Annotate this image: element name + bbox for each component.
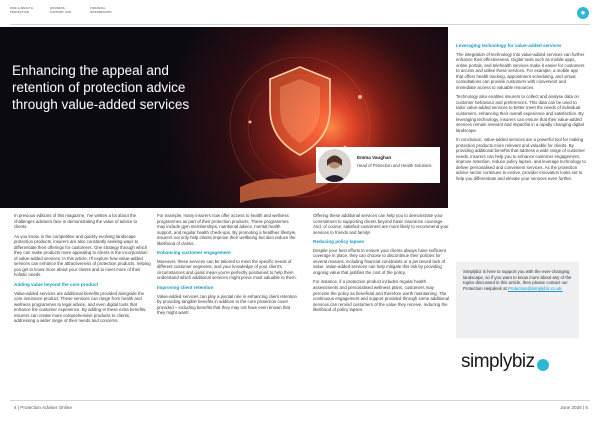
brand-dot-icon bbox=[537, 359, 549, 371]
header-label-1: RISK & WEALTH PROTECTION bbox=[10, 7, 34, 14]
article-column-4 bbox=[456, 41, 586, 186]
simplybiz-logo bbox=[461, 352, 549, 372]
author-avatar bbox=[318, 149, 351, 182]
page-header bbox=[10, 7, 116, 23]
author-card bbox=[316, 147, 440, 183]
paragraph: Value-added services can play a pivotal role in enhancing client retention by providing tangible benefits in addition to the core protection cover provided – including benefits that they may not have even known that they might want!. bbox=[157, 293, 297, 316]
header-label-2: BUSINESS SUPPORT HUB bbox=[50, 7, 72, 14]
footer-right: June 2025 | 5 bbox=[560, 405, 588, 410]
author-role: Head of Protection and Health Solutions bbox=[357, 163, 432, 168]
section-heading: Reducing policy lapses bbox=[313, 239, 365, 245]
article-column-1 bbox=[14, 213, 151, 328]
publication-logo-icon: ● bbox=[577, 7, 589, 19]
callout-text bbox=[463, 269, 573, 291]
paragraph: The integration of technology into value-added services can further enhance their effectiveness. Digital tools such as mobile apps, online portals, and telehealth services make it easier for customers to access and utilise these services. For example, a mobile app that offers health tracking, appointment scheduling, and virtual consultations can provide customers with convenient and immediate access to valuable resources. bbox=[456, 51, 585, 90]
paragraph: For instance, if a protection product includes regular health assessments and personalised wellness plans, customers may perceive the policy as beneficial and therefore worth maintaining. The continuous engagement and support provided through some additional services can remind customers of the value they receive, reducing the likelihood of policy lapses. bbox=[313, 279, 449, 313]
footer-divider bbox=[10, 400, 590, 401]
paragraph: In conclusion, value-added services are a powerful tool for making protection products more relevant and valuable for clients. By providing additional benefits that address a wide range of customer needs, insurers can help you to enhance customer engagement, improve retention, reduce policy lapses, and leverage technology to deliver personalised and convenient services. As the protection advice sector continues to evolve, provider innovation looks set to help you differentiate and elevate your services even further. bbox=[456, 137, 586, 182]
section-heading: Improving client retention bbox=[157, 285, 214, 291]
paragraph: For example, many insurers now offer access to health and wellness programmes as part of their protection products. These programmes may include gym memberships, nutritional advice, mental health support, and regular health check-ups. By promoting a healthier lifestyle, insurers not only help clients improve their wellbeing but also reduce the likelihood of claims. bbox=[157, 213, 297, 246]
author-name: Emma Vaughan bbox=[357, 155, 392, 160]
brand-wordmark: simplybiz bbox=[461, 351, 535, 372]
contact-callout-box bbox=[456, 262, 579, 338]
paragraph: Offering these additional services can help you to demonstrate your commitment to supporting clients beyond basic insurance coverage. And, of course, satisfied customers are more likely to recommend your services to friends and family! bbox=[313, 213, 449, 235]
section-heading: Leveraging technology for value-added services bbox=[456, 43, 562, 48]
paragraph: Technology also enables insurers to collect and analyse data on customer behaviour and preferences. This data can be used to tailor value-added services to better meet the needs of individual customers, enhancing their overall experience and satisfaction. By leveraging technology, insurers can ensure that their value-added services remain relevant and impactful in a rapidly changing digital landscape. bbox=[456, 94, 584, 133]
header-divider bbox=[10, 24, 590, 25]
paragraph: Moreover, these services can be tailored to meet the specific needs of different customer segments, and your knowledge of your client's circumstances and goals mean you're perfectly positioned to help them understand which additional services might prove most valuable to them. bbox=[157, 258, 297, 281]
paragraph: In previous editions of this magazine, I've written a lot about the challenges advisers face in demonstrating the value of advice to clients. bbox=[14, 213, 138, 230]
article-title: Enhancing the appeal and retention of protection advice through value-added services bbox=[12, 63, 190, 112]
header-label-3: FINANCIAL INTERMEDIARY bbox=[90, 7, 113, 14]
paragraph: Value-added services are additional benefits provided alongside the core insurance product. These services can range from health and wellness programmes to legal advice, and even digital tools that enhance the customer experience. By adding-in these extra benefits, insurers can create more comprehensive products to clients, addressing a wider range of their needs and concerns. bbox=[14, 290, 147, 324]
helpdesk-email-link[interactable]: Protection@simplybiz.co.uk. bbox=[507, 285, 563, 291]
paragraph: As you know, in the competitive and quickly evolving landscape protection products, insurers are also constantly seeking ways to differentiate their offerings for customers. One strategy through which they can make products more appealing to clients is the incorporation of value-added services. In this article, I'll explore how value-added services can enhance the attractiveness of protection products, helping you get to know more about your clients and to meet more of their holistic needs. bbox=[14, 233, 151, 278]
paragraph: Despite your best efforts to ensure your clients always have sufficient coverage in place, they can choose to discontinue their policies for several reasons, including financial constraints or a perceived lack of value. Value-added services can help mitigate this risk by providing ongoing value that justifies the cost of the policy. bbox=[313, 247, 446, 275]
section-heading: Adding value beyond the core product bbox=[14, 282, 98, 288]
article-column-3 bbox=[313, 213, 449, 317]
callout-message: Simplybiz is here to support you with the ever-changing landscape, so if you want to know more about any of the topics discussed in this article, then please contact our Protection Helpdesk at bbox=[463, 269, 572, 291]
footer-left: 4 | Protection Adviser Online bbox=[14, 405, 72, 410]
section-heading: Enhancing customer engagement bbox=[157, 250, 231, 256]
article-column-2 bbox=[157, 213, 297, 320]
